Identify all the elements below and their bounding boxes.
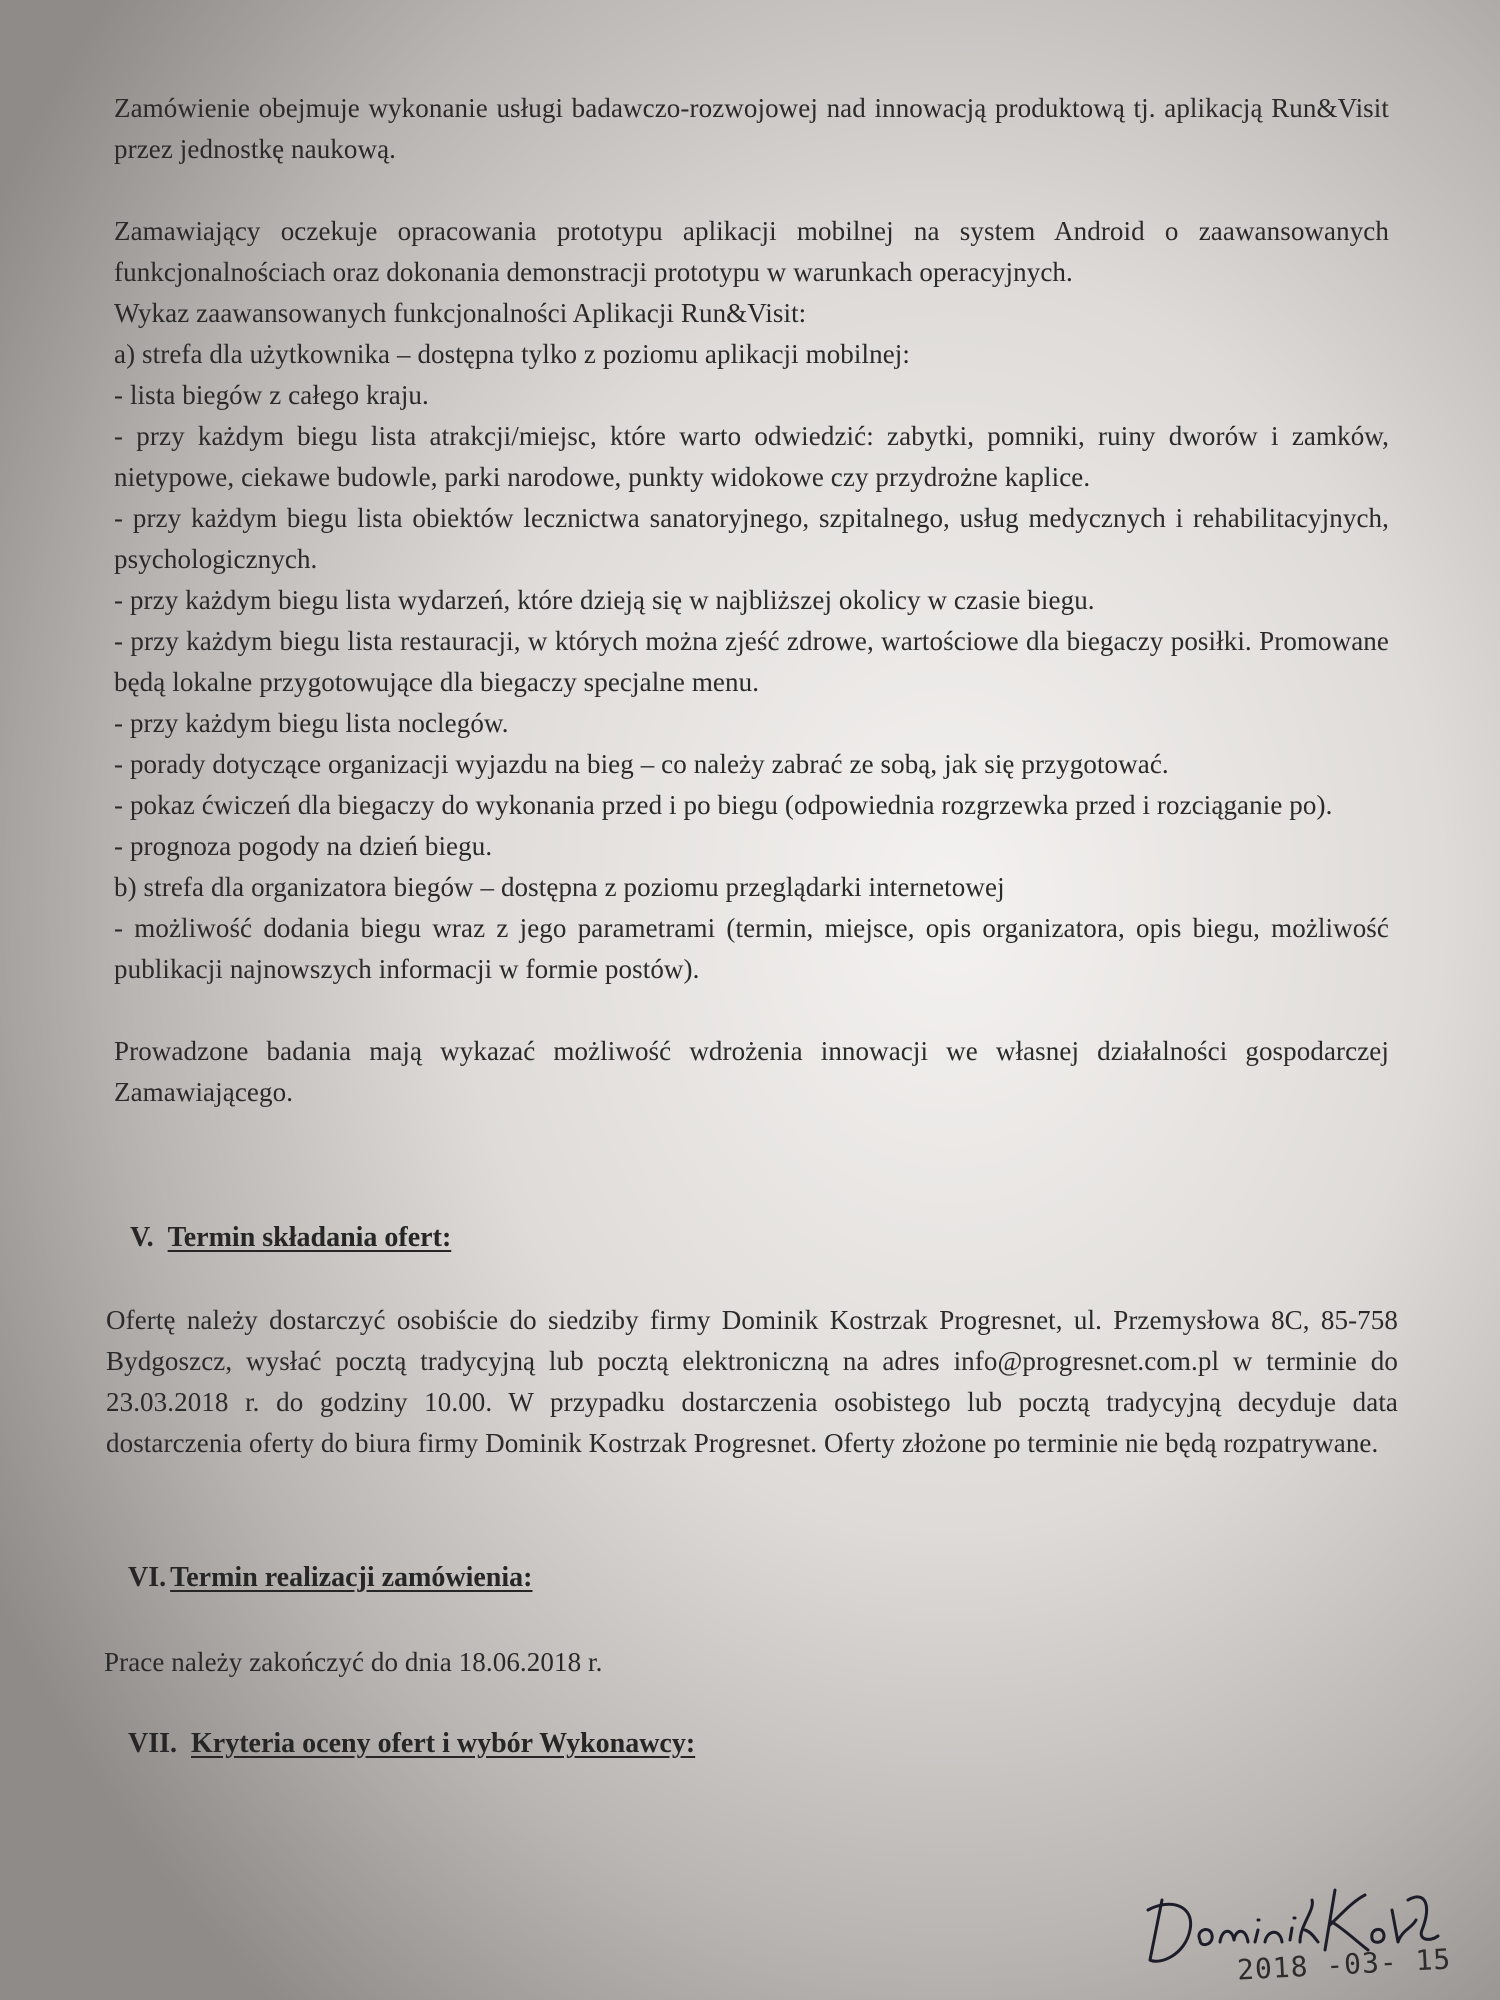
section-vi-body bbox=[104, 1642, 1394, 1683]
intro-paragraph-3: Prowadzone badania mają wykazać możliwość wdrożenia innowacji we własnej działalności gospodarczej Zamawiającego. bbox=[114, 1036, 1389, 1107]
intro-block bbox=[114, 88, 1389, 1113]
intro-paragraph-2: Zamawiający oczekuje opracowania prototypu aplikacji mobilnej na system Android o zaawansowanych funkcjonalnościach oraz dokonania demonstracji prototypu w warunkach operacyjnych. bbox=[114, 216, 1389, 287]
list-item: - przy każdym biegu lista noclegów. bbox=[114, 708, 509, 738]
list-item: - przy każdym biegu lista obiektów lecznictwa sanatoryjnego, szpitalnego, usług medycznych i rehabilitacyjnych, psychologicznych. bbox=[114, 503, 1389, 574]
section-title: Termin składania ofert: bbox=[167, 1222, 452, 1253]
signature-date: 2018 -03- 15 bbox=[1236, 1942, 1453, 1987]
section-v-heading bbox=[130, 1222, 451, 1254]
section-title: Kryteria oceny ofert i wybór Wykonawcy: bbox=[191, 1728, 696, 1759]
list-item: - porady dotyczące organizacji wyjazdu na bieg – co należy zabrać ze sobą, jak się przygotować. bbox=[114, 749, 1169, 779]
zone-a-heading: a) strefa dla użytkownika – dostępna tylko z poziomu aplikacji mobilnej: bbox=[114, 339, 910, 369]
section-vi-heading bbox=[128, 1562, 532, 1594]
list-item: - możliwość dodania biegu wraz z jego parametrami (termin, miejsce, opis organizatora, opis biegu, możliwość publikacji najnowszych informacji w formie postów). bbox=[114, 913, 1389, 984]
zone-b-heading: b) strefa dla organizatora biegów – dostępna z poziomu przeglądarki internetowej bbox=[114, 872, 1005, 902]
section-vii-heading bbox=[128, 1728, 695, 1760]
section-title: Termin realizacji zamówienia: bbox=[170, 1562, 533, 1593]
section-number: VI. bbox=[128, 1562, 167, 1593]
section-number: VII. bbox=[128, 1728, 178, 1759]
list-item: - lista biegów z całego kraju. bbox=[114, 380, 429, 410]
list-item: - przy każdym biegu lista wydarzeń, które dzieją się w najbliższej okolicy w czasie biegu. bbox=[114, 585, 1095, 615]
section-vi-paragraph: Prace należy zakończyć do dnia 18.06.2018 r. bbox=[104, 1647, 603, 1677]
functionality-list-title: Wykaz zaawansowanych funkcjonalności Aplikacji Run&Visit: bbox=[114, 298, 807, 328]
section-v-body bbox=[106, 1300, 1398, 1464]
section-v-paragraph: Ofertę należy dostarczyć osobiście do siedziby firmy Dominik Kostrzak Progresnet, ul. Przemysłowa 8C, 85-758 Bydgoszcz, wysłać pocztą tradycyjną lub pocztą elektroniczną na adres info@progresnet.com.pl w terminie do 23.03.2018 r. do godziny 10.00. W przypadku dostarczenia osobistego lub pocztą tradycyjną decyduje data dostarczenia oferty do biura firmy Dominik Kostrzak Progresnet. Oferty złożone po terminie nie będą rozpatrywane. bbox=[106, 1305, 1398, 1458]
list-item: - przy każdym biegu lista atrakcji/miejsc, które warto odwiedzić: zabytki, pomniki, ruiny dworów i zamków, nietypowe, ciekawe budowle, parki narodowe, punkty widokowe czy przydrożne kaplice. bbox=[114, 421, 1389, 492]
intro-paragraph-1: Zamówienie obejmuje wykonanie usługi badawczo-rozwojowej nad innowacją produktową tj. aplikacją Run&Visit przez jednostkę naukową. bbox=[114, 93, 1389, 164]
list-item: - przy każdym biegu lista restauracji, w których można zjeść zdrowe, wartościowe dla biegaczy posiłki. Promowane będą lokalne przygotowujące dla biegaczy specjalne menu. bbox=[114, 626, 1389, 697]
list-item: - pokaz ćwiczeń dla biegaczy do wykonania przed i po biegu (odpowiednia rozgrzewka przed i rozciąganie po). bbox=[114, 790, 1333, 820]
list-item: - prognoza pogody na dzień biegu. bbox=[114, 831, 493, 861]
section-number: V. bbox=[130, 1222, 154, 1253]
